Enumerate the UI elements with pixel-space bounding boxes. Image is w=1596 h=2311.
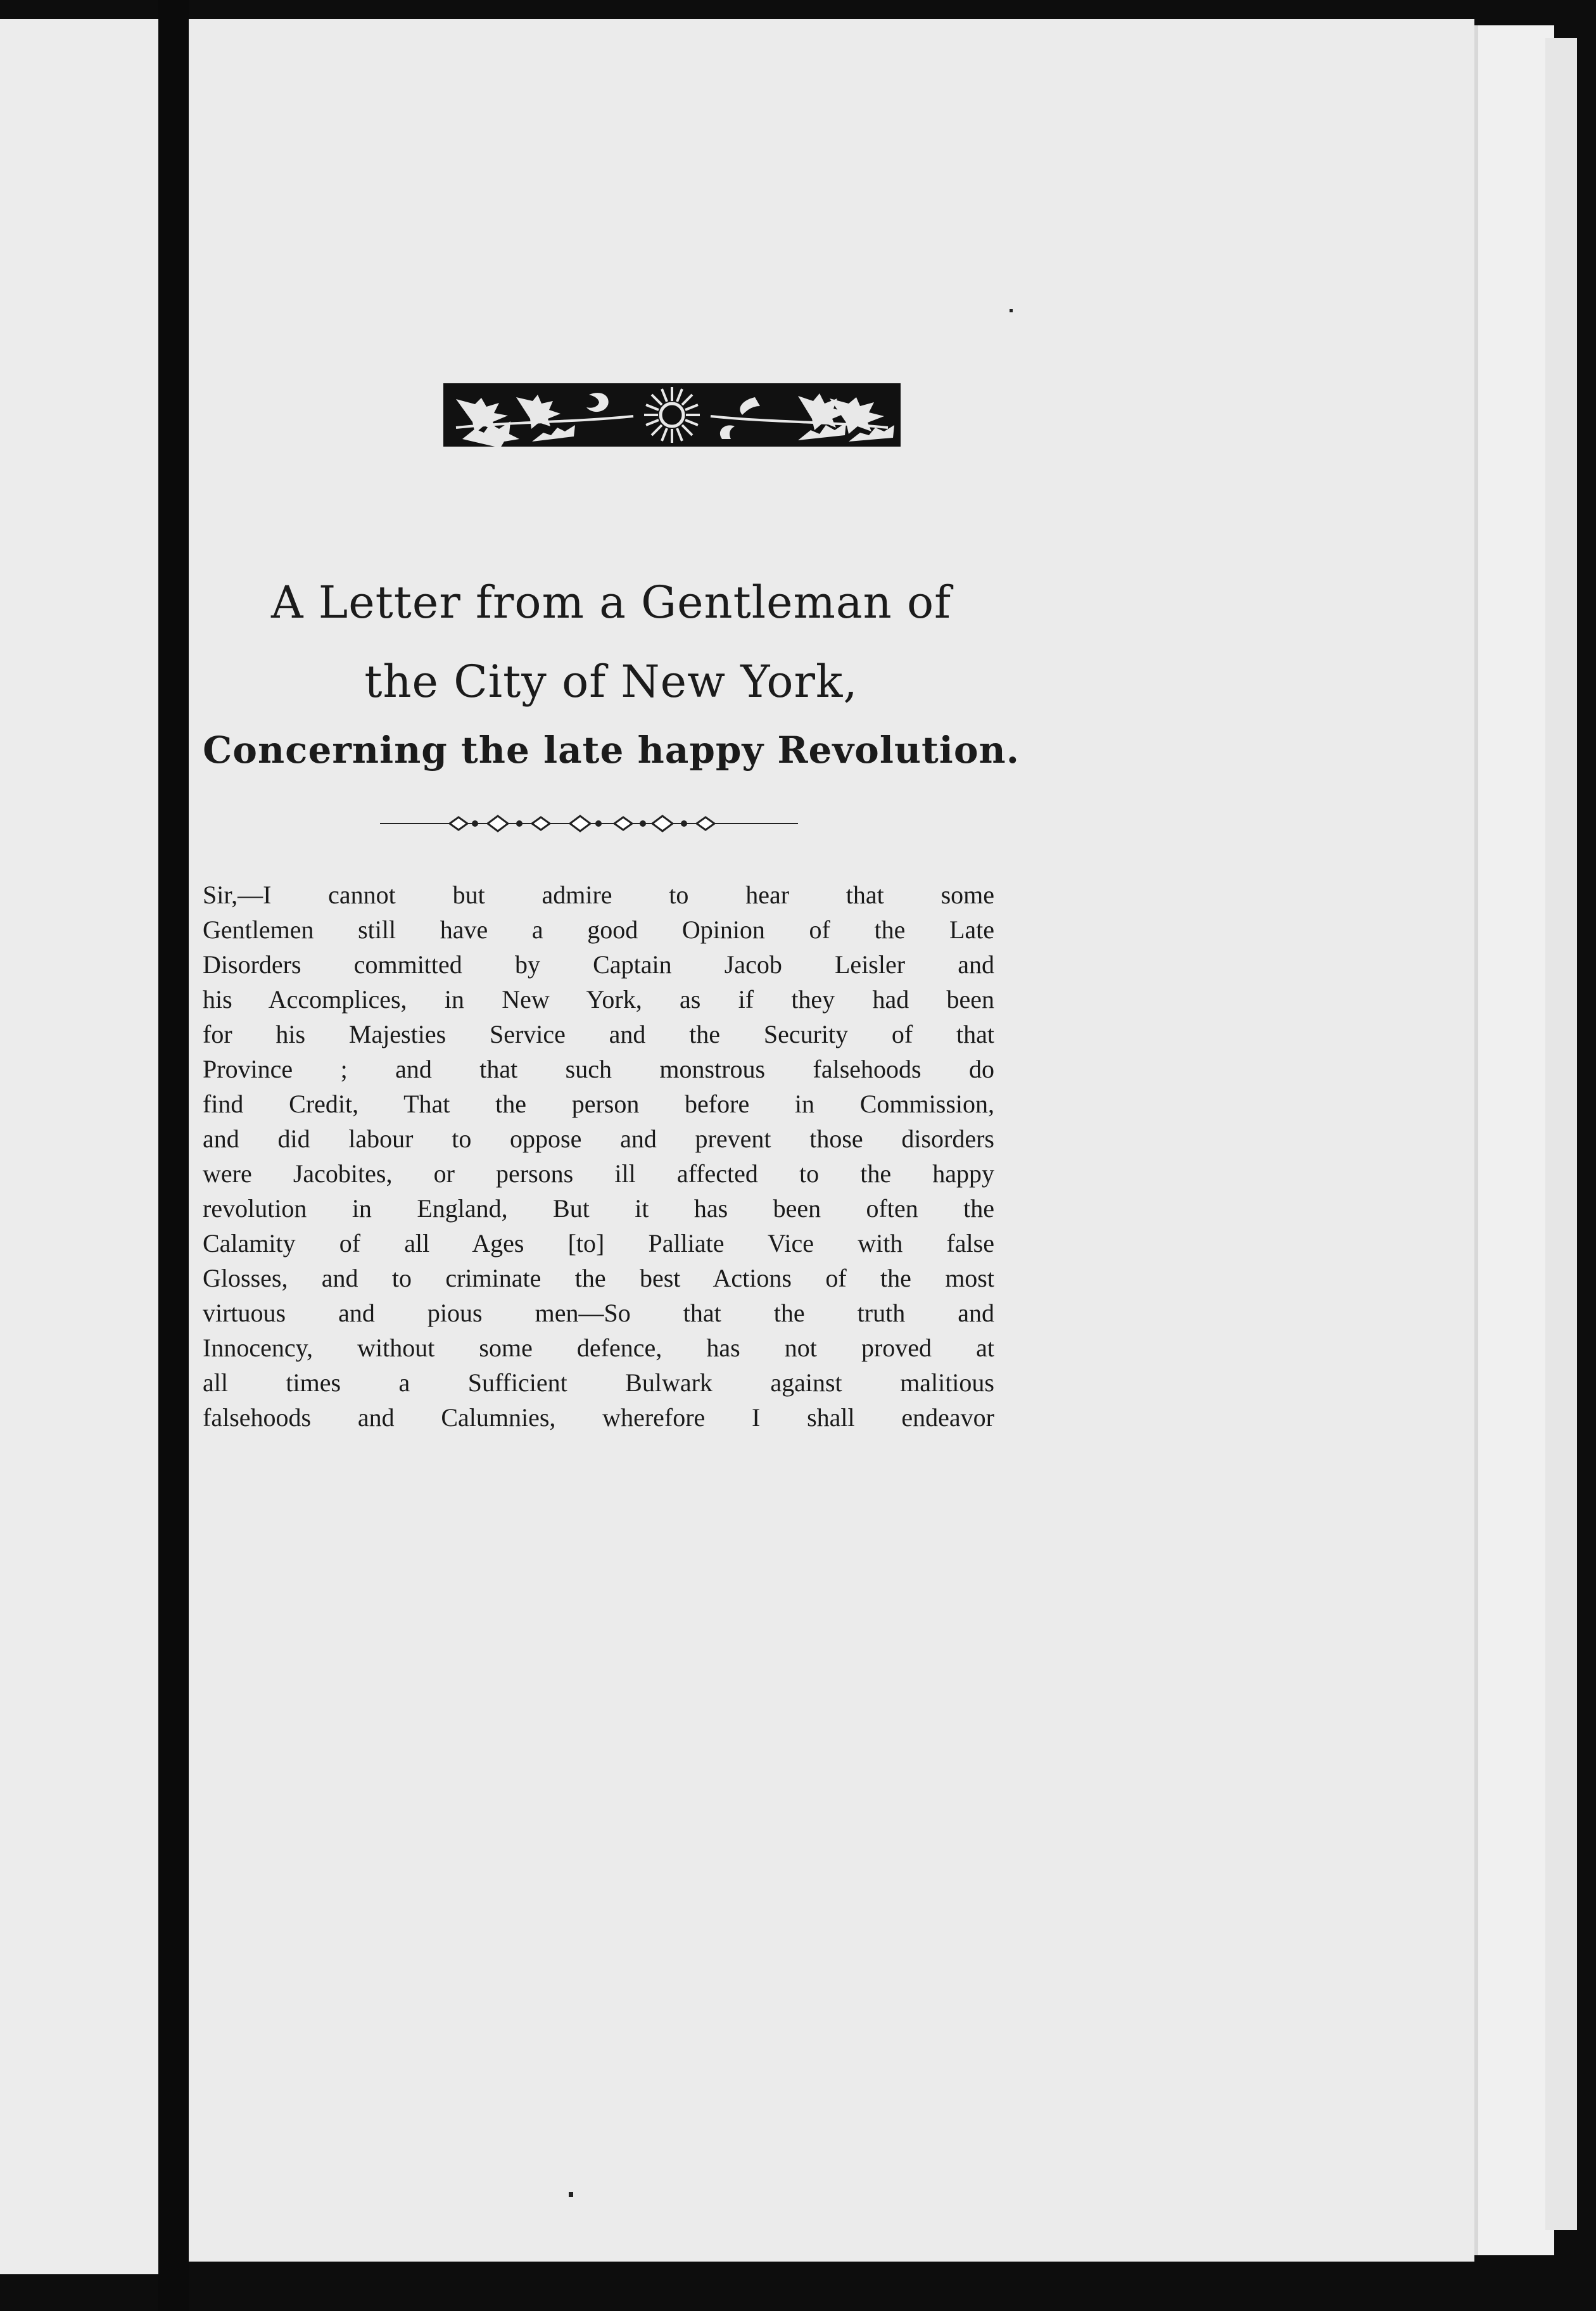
body-line: revolution in England, But it has been often the <box>203 1194 994 1223</box>
print-speck <box>569 2192 573 2197</box>
body-line: for his Majesties Service and the Security of that <box>203 1020 994 1048</box>
title-line-1: A Letter from a Gentleman of <box>270 576 952 628</box>
print-speck <box>1010 309 1013 312</box>
body-line: Province ; and that such monstrous falsehoods do <box>203 1055 994 1083</box>
body-line: Sir,—I cannot but admire to hear that some <box>203 881 994 909</box>
body-line: falsehoods and Calumnies, wherefore I shall endeavor <box>203 1403 994 1432</box>
title-line-2: the City of New York, <box>364 656 858 708</box>
body-line: and did labour to oppose and prevent those disorders <box>203 1124 994 1153</box>
body-line: all times a Sufficient Bulwark against malitious <box>203 1368 994 1397</box>
book-spine-gutter <box>158 0 189 2311</box>
body-line: Gentlemen still have a good Opinion of the Late <box>203 915 994 944</box>
letter-body <box>203 877 994 1435</box>
body-line: find Credit, That the person before in Commission, <box>203 1090 994 1118</box>
body-line: Innocency, without some defence, has not proved at <box>203 1334 994 1362</box>
subtitle: Concerning the late happy Revolution. <box>203 729 1020 772</box>
body-line: virtuous and pious men—So that the truth and <box>203 1299 994 1327</box>
page-stack-edge-back <box>1545 38 1577 2230</box>
page-stack-edge <box>1474 25 1554 2255</box>
body-line: Calamity of all Ages [to] Palliate Vice with false <box>203 1229 994 1257</box>
body-line: his Accomplices, in New York, as if they had been <box>203 985 994 1014</box>
thistle-flower-ornament-icon <box>443 383 901 447</box>
body-line: Glosses, and to criminate the best Actions of the most <box>203 1264 994 1292</box>
facing-page-edge <box>0 19 158 2274</box>
ornamental-rule-icon <box>380 811 798 836</box>
body-line: Disorders committed by Captain Jacob Leisler and <box>203 950 994 979</box>
body-line: were Jacobites, or persons ill affected to the happy <box>203 1159 994 1188</box>
